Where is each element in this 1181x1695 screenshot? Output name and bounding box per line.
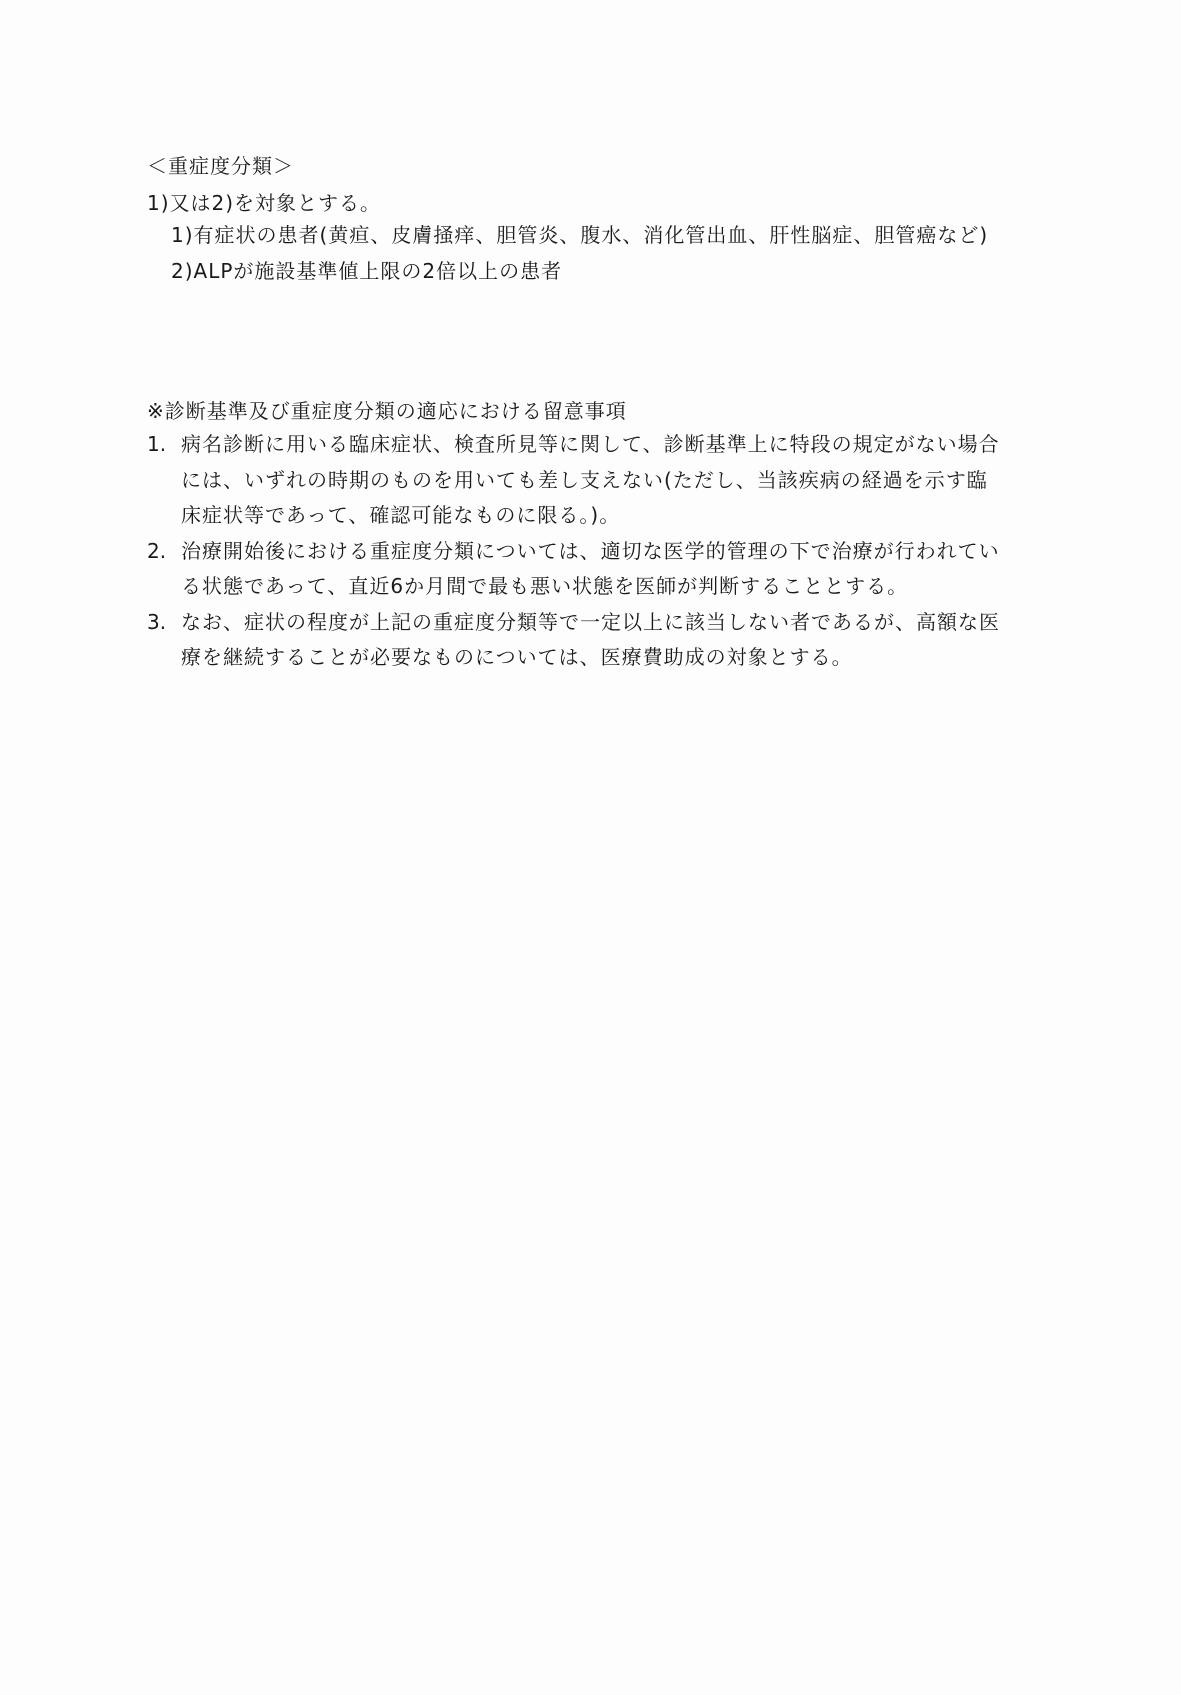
note-2-line-2: る状態であって、直近6か月間で最も悪い状態を医師が判断することとする。 bbox=[181, 574, 909, 598]
notes-title: ※診断基準及び重症度分類の適応における留意事項 bbox=[147, 399, 627, 423]
severity-item-2: 2)ALPが施設基準値上限の2倍以上の患者 bbox=[171, 259, 563, 283]
note-1-line-1: 病名診断に用いる臨床症状、検査所見等に関して、診断基準上に特段の規定がない場合 bbox=[181, 432, 1000, 456]
note-2-line-1: 治療開始後における重症度分類については、適切な医学的管理の下で治療が行われてい bbox=[181, 539, 1000, 563]
severity-intro: 1)又は2)を対象とする。 bbox=[147, 191, 382, 215]
note-2-number: 2. bbox=[147, 539, 167, 563]
severity-title: ＜重症度分類＞ bbox=[147, 154, 294, 178]
note-1-number: 1. bbox=[147, 432, 167, 456]
severity-item-1: 1)有症状の患者(黄疸、皮膚掻痒、胆管炎、腹水、消化管出血、肝性脳症、胆管癌など) bbox=[171, 223, 989, 247]
note-1-line-3: 床症状等であって、確認可能なものに限る。)。 bbox=[181, 503, 621, 527]
note-3-number: 3. bbox=[147, 610, 167, 634]
note-1-line-2: には、いずれの時期のものを用いても差し支えない(ただし、当該疾病の経過を示す臨 bbox=[181, 468, 988, 492]
note-3-line-1: なお、症状の程度が上記の重症度分類等で一定以上に該当しない者であるが、高額な医 bbox=[181, 610, 1000, 634]
note-3-line-2: 療を継続することが必要なものについては、医療費助成の対象とする。 bbox=[181, 645, 853, 669]
